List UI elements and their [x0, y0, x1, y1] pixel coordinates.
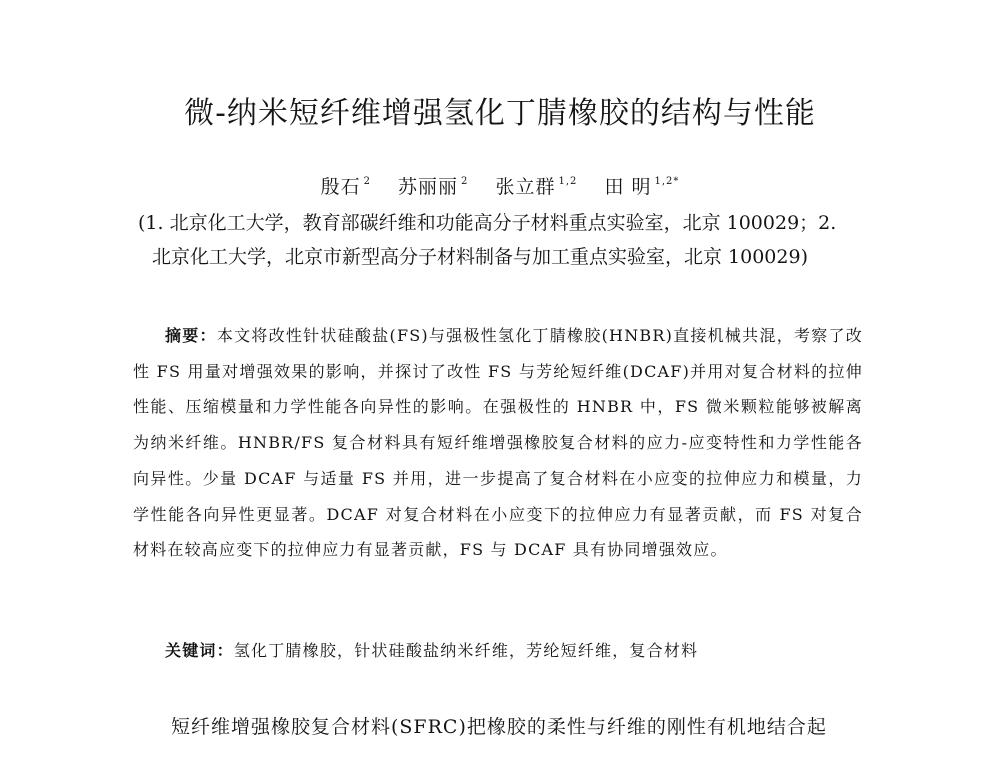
author-affiliation-mark: 2 — [461, 176, 469, 187]
author-name: 苏丽丽 — [398, 176, 459, 198]
author-affiliation-mark: 1,2 — [558, 176, 578, 187]
author-affiliation-mark: 1,2* — [654, 176, 680, 187]
keywords — [133, 638, 873, 661]
author-list — [0, 172, 1000, 199]
author-name: 殷石 — [320, 176, 361, 198]
author-affiliation-mark: 2 — [363, 176, 371, 187]
affiliation-line-1: (1. 北京化工大学，教育部碳纤维和功能高分子材料重点实验室，北京 100029；2. — [138, 212, 837, 234]
body-paragraph: 短纤维增强橡胶复合材料(SFRC)把橡胶的柔性与纤维的刚性有机地结合起 — [171, 716, 827, 738]
affiliation-line-2: 北京化工大学，北京市新型高分子材料制备与加工重点实验室，北京 100029) — [152, 246, 808, 268]
keywords-text: 氢化丁腈橡胶，针状硅酸盐纳米纤维，芳纶短纤维，复合材料 — [233, 641, 699, 660]
paper-title: 微-纳米短纤维增强氢化丁腈橡胶的结构与性能 — [184, 96, 816, 131]
author — [398, 176, 468, 198]
author — [495, 176, 577, 198]
abstract-text: 本文将改性针状硅酸盐(FS)与强极性氢化丁腈橡胶(HNBR)直接机械共混，考察了改性 FS 用量对增强效果的影响，并探讨了改性 FS 与芳纶短纤维(DCAF)并用对复合材料的拉伸性能、压缩模量和力学性能各向异性的影响。在强极性的 HNBR 中，FS 微米颗粒能够被解离为纳米纤维。HNBR/FS 复合材料具有短纤维增强橡胶复合材料的应力-应变特性和力学性能各向异性。少量 DCAF 与适量 FS 并用，进一步提高了复合材料在小应变的拉伸应力和模量，力学性能各向异性更显著。DCAF 对复合材料在小应变下的拉伸应力有显著贡献，而 FS 对复合材料在较高应变下的拉伸应力有显著贡献，FS 与 DCAF 具有协同增强效应。 — [133, 326, 863, 560]
author — [604, 176, 679, 198]
author-name: 田 明 — [604, 176, 652, 198]
abstract — [133, 318, 863, 568]
author-name: 张立群 — [495, 176, 556, 198]
author — [321, 176, 371, 198]
keywords-label: 关键词： — [165, 641, 234, 660]
abstract-label: 摘要： — [165, 326, 217, 345]
